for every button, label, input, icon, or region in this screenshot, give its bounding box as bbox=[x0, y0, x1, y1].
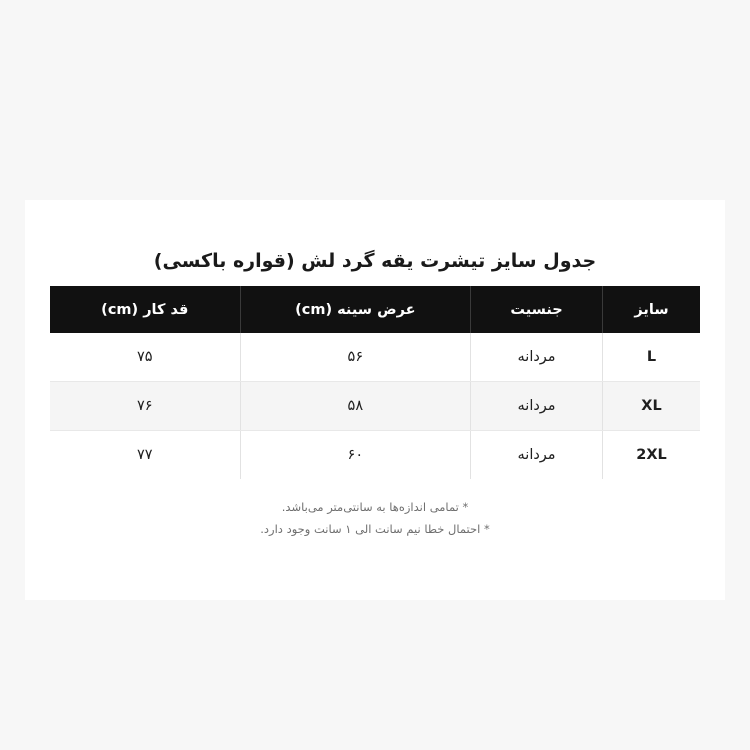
table-body bbox=[50, 333, 700, 479]
size-table bbox=[50, 286, 700, 479]
column-header-body-length: قد کار (cm) bbox=[50, 286, 240, 333]
page-title: جدول سایز تیشرت یقه گرد لش (قواره باکسی) bbox=[153, 250, 597, 272]
footnotes bbox=[50, 497, 700, 541]
footnote-tolerance: * احتمال خطا نیم سانت الی ۱ سانت وجود دارد. bbox=[260, 521, 490, 536]
cell-size: 2XL bbox=[603, 431, 701, 480]
column-header-size: سایز bbox=[603, 286, 701, 333]
column-header-chest-width: عرض سینه (cm) bbox=[240, 286, 471, 333]
cell-body-length: ۷۵ bbox=[50, 333, 240, 382]
cell-gender: مردانه bbox=[471, 333, 603, 382]
cell-size: XL bbox=[603, 382, 701, 431]
cell-gender: مردانه bbox=[471, 431, 603, 480]
table-row bbox=[50, 382, 700, 431]
cell-body-length: ۷۶ bbox=[50, 382, 240, 431]
footnote-units: * تمامی اندازه‌ها به سانتی‌متر می‌باشد. bbox=[281, 500, 469, 514]
size-table-container bbox=[50, 286, 700, 479]
cell-size: L bbox=[603, 333, 701, 382]
table-header-row bbox=[50, 286, 700, 333]
column-header-gender: جنسیت bbox=[471, 286, 603, 333]
table-row bbox=[50, 333, 700, 382]
cell-chest-width: ۵۶ bbox=[240, 333, 471, 382]
cell-gender: مردانه bbox=[471, 382, 603, 431]
table-row bbox=[50, 431, 700, 480]
cell-body-length: ۷۷ bbox=[136, 447, 153, 463]
cell-chest-width: ۵۸ bbox=[240, 382, 471, 431]
table-header bbox=[50, 286, 700, 333]
size-chart-card bbox=[25, 200, 725, 600]
cell-chest-width: ۶۰ bbox=[240, 431, 471, 480]
